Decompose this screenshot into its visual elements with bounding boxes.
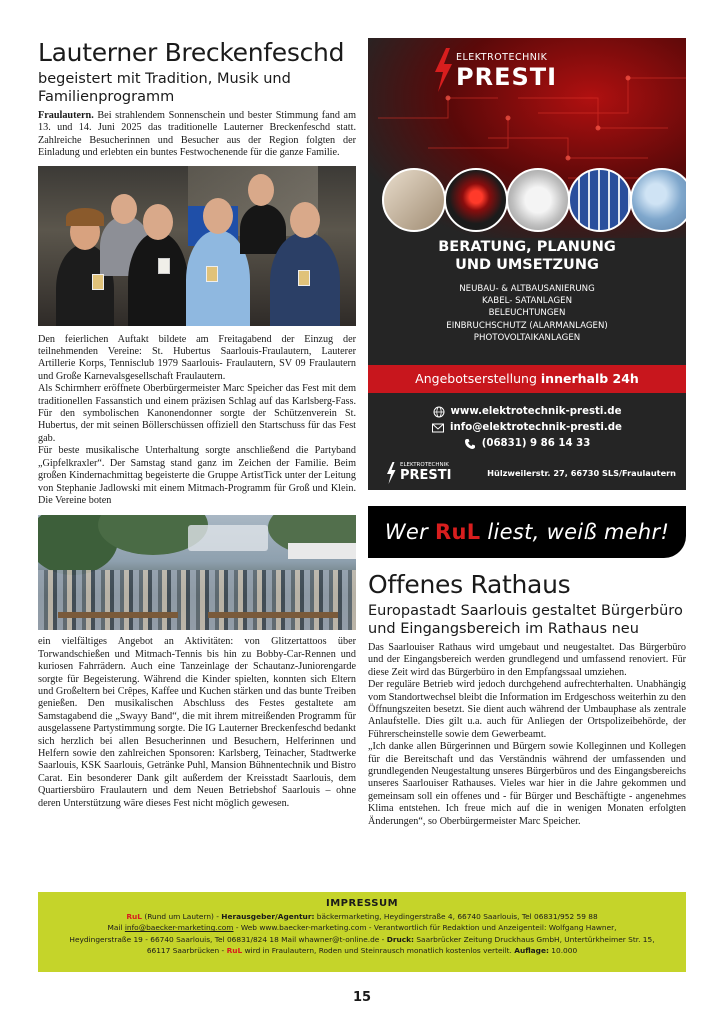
paragraph-music: Für beste musikalische Unterhaltung sorgte anschließend die Partyband „Gipfelkraxler“. Der Samstag stand ganz im Zeichen der Familie. Beim großen Kindernachmittag begeisterte die Gruppe ArtistTick unter der Leitung von Stephanie Jadlowski mit einem Mitmach-Programm für Groß und Klein. Die Vereine boten [38, 445, 356, 506]
presti-advertisement [368, 38, 686, 490]
impressum-title: IMPRESSUM [325, 898, 399, 909]
presti-logo [432, 48, 632, 92]
paragraph-patron: Als Schirmherr eröffnete Oberbürgermeister Marc Speicher das Fest mit dem traditionellen Fassanstich und einem präzisen Schlag auf das Karlsberg-Fass. Für den symbolischen Kanonendonner sorgte der Schützenverein St. Hubertus, der mit seinen Böllerschüssen offiziell den Startschuss für das Fest gab. [38, 383, 356, 444]
article2-quote: „Ich danke allen Bürgerinnen und Bürgern sowie Kolleginnen und Kollegen für die Bereitschaft und das Verständnis während der umfassenden und grundlegenden Neugestaltung unseres Bürgerbüros und des Eingangsbereichs unseres Saarlouiser Rathauses. Vieles war hier in die Jahre gekommen und gemeinsam soll ein offenes und - für Bürger und Beschäftigte - angenehmes Klima entstehen. Ich freue mich auf die in wenigen Monaten erfolgten Änderungen“, so Oberbürgermeister Marc Speicher. [368, 741, 686, 827]
ad-services-list [368, 283, 686, 344]
service-item: KABEL- SATANLAGEN [481, 296, 573, 307]
lead-place: Fraulautern. [38, 110, 94, 121]
phone-number: (06831) 9 86 14 33 [481, 438, 591, 449]
phone-icon [464, 438, 476, 450]
offer-bar: Angebotserstellung innerhalb 24h [368, 365, 686, 393]
article-subtitle: begeistert mit Tradition, Musik und Familienprogramm [38, 71, 291, 105]
website-link[interactable]: www.elektrotechnik-presti.de [450, 406, 622, 417]
impressum-line: Mail info@baecker-marketing.com - Web www.baecker-marketing.com - Verantwortlich für Redaktion und Anzeigenteil: Wolfgang Hawner, [107, 923, 617, 933]
email-row[interactable] [368, 420, 686, 436]
lamp-photo [506, 168, 570, 232]
impressum-box [38, 892, 686, 972]
ad-contact [368, 404, 686, 452]
article-title: Lauterner Breckenfeschd [38, 38, 345, 67]
ad-address: Hülzweilerstr. 27, 66730 SLS/Fraulautern [487, 468, 676, 478]
article2-paragraph: Das Saarlouiser Rathaus wird umgebaut und neugestaltet. Das Bürgerbüro und der Eingangsbereich werden grundlegend und umfassend renoviert. Für diese Zeit wird das Bürgerbüro in den Empfangssaal umziehen. [368, 642, 686, 678]
article-breckenfeschd [38, 38, 356, 810]
impressum-line: RuL (Rund um Lautern) - Herausgeber/Agentur: bäckermarketing, Heydingerstraße 4, 66740 Saarlouis, Tel 06831/952 59 88 [126, 912, 598, 921]
impressum-mail-link[interactable]: info@baecker-marketing.com [124, 923, 234, 933]
alarm-photo [444, 168, 508, 232]
festival-crowd-photo [38, 515, 356, 630]
rul-logo: RuL [435, 520, 481, 544]
right-column [368, 38, 686, 828]
globe-icon [433, 406, 445, 418]
article2-subtitle: Europastadt Saarlouis gestaltet Bürgerbüro und Eingangsbereich im Rathaus neu [368, 603, 683, 637]
article2-title: Offenes Rathaus [368, 570, 571, 599]
logo-small-text: ELEKTROTECHNIK [456, 52, 548, 63]
footer-logo-big: PRESTI [400, 468, 452, 483]
room-photo [382, 168, 446, 232]
article-rathaus [368, 570, 686, 828]
website-row[interactable] [368, 404, 686, 420]
satellite-dish-photo [630, 168, 686, 232]
lead-paragraph [38, 110, 356, 160]
service-item: BELEUCHTUNGEN [488, 308, 566, 319]
service-item: PHOTOVOLTAIKANLAGEN [473, 332, 581, 343]
lightning-bolt-icon [432, 48, 454, 92]
lightning-bolt-icon [384, 462, 398, 484]
paragraph-opening: Den feierlichen Auftakt bildete am Freitagabend der Einzug der teilnehmenden Vereine: St. Hubertus Saarlouis-Fraulautern, Lauterer Artillerie Korps, Tennisclub 1979 Saarlouis- Fraulautern, SV 09 Fraulautern und Große Karnevalsgesellschaft Fraulautern. [38, 333, 356, 382]
mail-icon [432, 422, 444, 434]
paragraph-activities: ein vielfältiges Angebot an Aktivitäten: von Glitzertattoos über Torwandschießen und Mitmach-Tennis bis hin zu Bobby-Car-Rennen und kuriosen Fahrrädern. Auch eine Tanzeinlage der Schautanz-Juniorengarde sorgte für Begeisterung. Während die Kinder spielten, konnten sich Eltern und Großeltern bei Crêpes, Kaffee und Kuchen stärken und das bunte Treiben genießen. Den musikalischen Abschluss des Festes gestaltete am Samstagabend die „Swayy Band“, die mit ihrem mitreißenden Programm für ausgelassene Partystimmung sorgte. Die IG Lauterner Breckenfeschd bedankt sich herzlich bei allen Besucherinnen und Besuchern, Helferinnen und Helfern sowie den zahlreichen Sponsoren: Karlsberg, Teinacher, Stadtwerke Saarlouis, KSK Saarlouis, Getränke Puhl, Mansion Bühnentechnik und Bistro Carat. Ein besonderer Dank gilt außerdem der Kreisstadt Saarlouis, dem Quartiersbüro Fraulautern und dem Neuen Betriebshof Saarlouis – ohne deren Unterstützung wäre dieses Fest nicht möglich gewesen. [38, 636, 356, 809]
festival-group-photo [38, 166, 356, 326]
service-item: NEUBAU- & ALTBAUSANIERUNG [459, 284, 595, 294]
ad-footer [384, 462, 676, 484]
footer-logo-small: ELEKTROTECHNIK [400, 462, 449, 468]
ad-headline: BERATUNG, PLANUNG UND UMSETZUNG [438, 239, 616, 273]
rul-slogan-banner: Wer RuL liest, weiß mehr! [368, 506, 686, 558]
page-number: 15 [352, 990, 372, 1005]
article2-paragraph: Der reguläre Betrieb wird jedoch durchgehend aufrechterhalten. Unabhängig vom Standortwechsel bleibt die Information im Erdgeschoss weiterhin zu den Öffnungszeiten besetzt. Sie dient auch während der Umbauphase als zentrale Anlaufstelle. Dies gilt u.a. auch für Anliegen der Ortspolizeibehörde, der Führerscheinstelle sowie dem Gewerbeamt. [368, 679, 686, 740]
phone-row [368, 436, 686, 452]
service-item: EINBRUCHSCHUTZ (ALARMANLAGEN) [446, 320, 608, 331]
solar-panel-photo [568, 168, 632, 232]
email-link[interactable]: info@elektrotechnik-presti.de [450, 422, 622, 433]
lead-text: Bei strahlendem Sonnenschein und bester Stimmung fand am 13. und 14. Juni 2025 das traditionelle Lauterner Breckenfeschd statt. Zahlreiche Besucherinnen und Besucher aus der Region folgten der Einladung und erlebten ein buntes Festwochenende für die ganze Familie. [38, 110, 356, 159]
logo-big-text: PRESTI [456, 63, 558, 91]
impressum-line: 66117 Saarbrücken - RuL wird in Fraulautern, Roden und Steinrausch monatlich kostenlos verteilt. Auflage: 10.000 [146, 946, 578, 956]
impressum-line: Heydingerstraße 19 - 66740 Saarlouis, Tel 06831/824 18 Mail whawner@t-online.de - Druck: Saarbrücker Zeitung Druckhaus GmbH, Untertürkheimer Str. 15, [69, 934, 655, 944]
